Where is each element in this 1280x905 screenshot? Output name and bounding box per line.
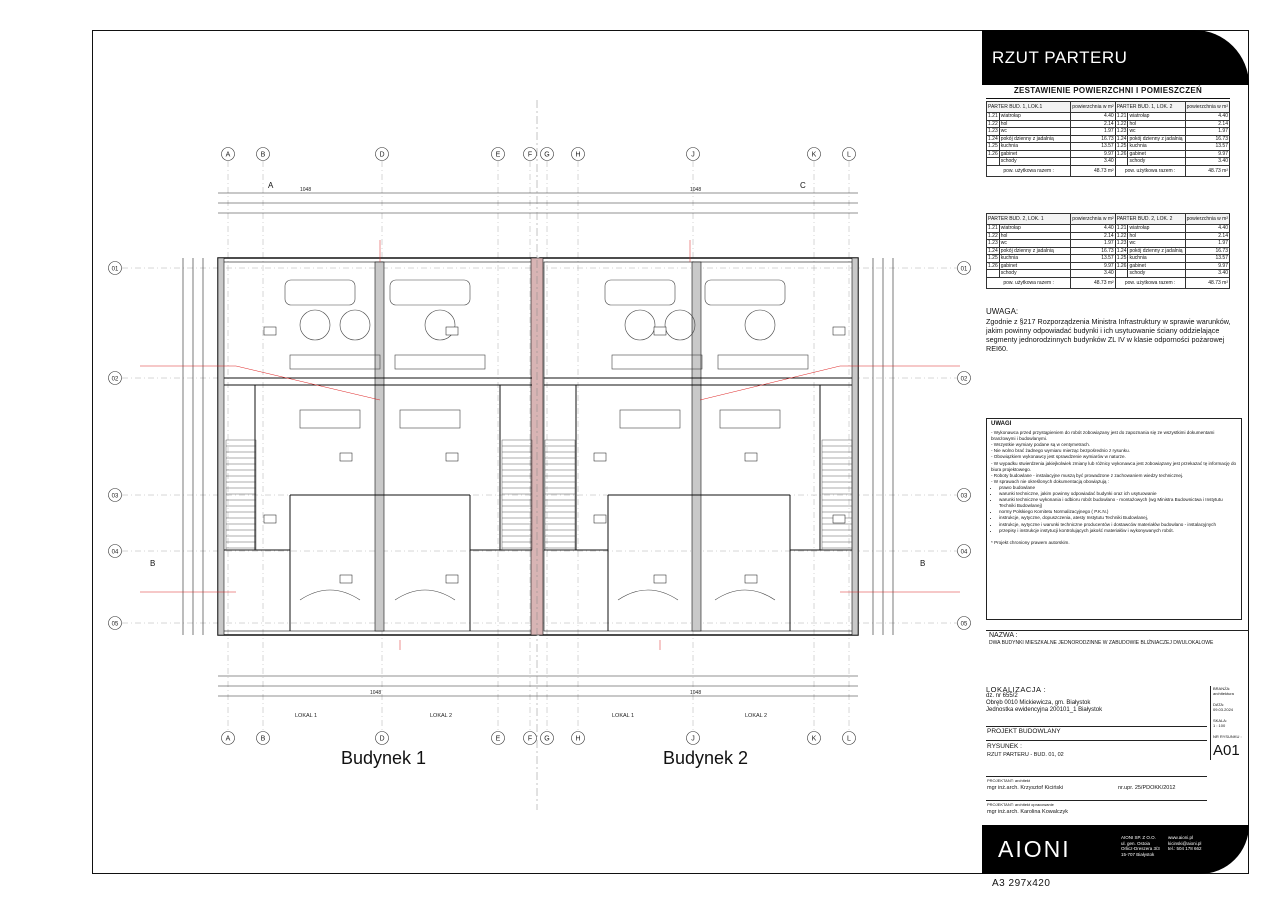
axis-label-e: E bbox=[495, 735, 501, 743]
table-left-title: PARTER BUD. 2, LOK. 1 bbox=[987, 214, 1071, 225]
table-cell: 9.97 bbox=[1185, 150, 1229, 158]
section-mark-b-left: B bbox=[150, 559, 156, 568]
table-cell: 13.57 bbox=[1071, 255, 1115, 263]
table-cell: kuchnia bbox=[999, 255, 1071, 263]
sum-value: 48.73 m² bbox=[1071, 277, 1115, 288]
table-cell: schody bbox=[999, 158, 1071, 166]
table-row bbox=[987, 128, 1230, 136]
axis-label-l: L bbox=[847, 735, 851, 743]
sum-label: pow. użytkowa razem : bbox=[1115, 165, 1185, 176]
room-tag bbox=[833, 515, 845, 523]
axis-label-j: J bbox=[691, 151, 695, 159]
opracowal-name: mgr inż.arch. Karolina Kowalczyk bbox=[987, 809, 1069, 815]
table-cell: 1.23 bbox=[1116, 128, 1127, 135]
table-cell: 1.23 bbox=[988, 240, 998, 247]
room-tag bbox=[745, 575, 757, 583]
table-row bbox=[987, 255, 1230, 263]
table-cell: pokój dzienny z jadalnią bbox=[1128, 247, 1185, 255]
table-cell: kuchnia bbox=[999, 143, 1071, 151]
uwagi-line: - Nie wolno brać żadnego wymiaru mierząc bezpośrednio z rysunku. bbox=[991, 448, 1130, 454]
table-cell: 1.26 bbox=[988, 262, 998, 269]
lokal-label-2: LOKAL 2 bbox=[430, 713, 453, 719]
table-cell: schody bbox=[1128, 270, 1185, 278]
uwagi-bullet: • warunki techniczne wykonania i odbioru robót budowlano - montażowych (wg Ministra Budownictwa i Instytutu Techniki Budowlanej) bbox=[999, 497, 1237, 509]
projektant-label: PROJEKTANT: architekt bbox=[987, 778, 1031, 783]
uwagi-line: - Obowiązkiem wykonawcy jest sprawdzenie wymiarów w naturze. bbox=[991, 454, 1126, 460]
location-block bbox=[986, 686, 1207, 726]
section-mark-c-top: C bbox=[800, 181, 806, 190]
dim-total-bottom-2: 1048 bbox=[690, 690, 702, 696]
table-cell: 2.14 bbox=[1185, 232, 1229, 240]
table-cell: wiatrołap bbox=[999, 225, 1071, 233]
section-mark-a-top: A bbox=[268, 181, 274, 190]
table-row bbox=[987, 120, 1230, 128]
table-cell: 16.73 bbox=[1071, 135, 1115, 143]
axis-label-05: 05 bbox=[960, 621, 968, 628]
axis-label-h: H bbox=[575, 151, 581, 159]
table-cell: 1.97 bbox=[1071, 240, 1115, 248]
sum-value: 48.73 m² bbox=[1185, 277, 1229, 288]
uwagi-line: - Wykonawca przed przystąpieniem do robót zobowiązany jest do zapoznania się ze wszystkimi dokumentami branżowymi i budowlanymi. bbox=[991, 430, 1215, 442]
room-tag bbox=[446, 327, 458, 335]
table-right-title: PARTER BUD. 1, LOK. 2 bbox=[1115, 102, 1185, 113]
title-rows bbox=[986, 726, 1249, 824]
uwaga-note bbox=[986, 307, 1241, 407]
table-cell: 1.97 bbox=[1185, 240, 1229, 248]
uwagi-bullet: • instrukcje, wytyczne i warunki techniczne producentów i dostawców materiałów budowlano - instalacyjnych bbox=[999, 522, 1237, 528]
table-cell: wiatrołap bbox=[1128, 113, 1185, 121]
room-tag bbox=[446, 575, 458, 583]
skala-label: SKALA: bbox=[1213, 718, 1228, 723]
sheet-title-block bbox=[982, 30, 1249, 85]
table-cell: 2.14 bbox=[1185, 120, 1229, 128]
building-2-label: Budynek 2 bbox=[663, 748, 749, 768]
branza-value: architektura bbox=[1213, 691, 1234, 696]
room-tag bbox=[340, 575, 352, 583]
table-row bbox=[987, 225, 1230, 233]
contact-email[interactable]: kicinski@aioni.pl bbox=[1168, 840, 1202, 846]
axis-label-05: 05 bbox=[111, 621, 119, 628]
table-cell: 1.22 bbox=[1116, 120, 1127, 127]
nr-rysunku-label: NR RYSUNKU : bbox=[1213, 734, 1242, 739]
table-cell: 2.14 bbox=[1071, 232, 1115, 240]
table-cell: 3.40 bbox=[1185, 270, 1229, 278]
room-table-building-2 bbox=[986, 213, 1230, 289]
uwagi-bullet: • instrukcje, wytyczne, dopuszczenia, atesty Instytutu Techniki Budowlanej, bbox=[999, 515, 1237, 521]
axis-label-04: 04 bbox=[960, 549, 968, 556]
room-tag bbox=[594, 515, 606, 523]
floor-plan-drawing bbox=[95, 33, 977, 871]
uwagi-line: - W sprawach nie określonych dokumentacją obowiązują : bbox=[991, 478, 1109, 484]
table-row bbox=[987, 158, 1230, 166]
table-cell: 1.24 bbox=[988, 135, 998, 142]
uwagi-line: - Wszystkie wymiary podane są w centymetrach. bbox=[991, 442, 1091, 448]
uwagi-bullet: • przepisy i instrukcje instytucji kontrolujących jakość materiałów i wykonywanych robót. bbox=[999, 528, 1237, 534]
lokal-label-1: LOKAL 1 bbox=[295, 713, 318, 719]
nr-rysunku-value: A01 bbox=[1213, 742, 1240, 759]
lokal-label-3: LOKAL 1 bbox=[612, 713, 635, 719]
table-cell: hol bbox=[1128, 120, 1185, 128]
nazwa-title: NAZWA : bbox=[989, 632, 1018, 639]
axis-label-g: G bbox=[544, 151, 550, 159]
dim-total-top-2: 1048 bbox=[690, 187, 702, 193]
table-cell bbox=[987, 158, 1000, 166]
table-row bbox=[987, 270, 1230, 278]
sum-label: pow. użytkowa razem : bbox=[987, 165, 1071, 176]
table-left-title: PARTER BUD. 1, LOK.1 bbox=[987, 102, 1071, 113]
table-cell bbox=[1115, 158, 1128, 166]
projektant-name: mgr inż.arch. Krzysztof Kiciński bbox=[987, 785, 1064, 791]
table-cell: 1.23 bbox=[988, 128, 998, 135]
axis-label-h: H bbox=[575, 735, 581, 743]
room-tag bbox=[833, 327, 845, 335]
contact-web[interactable]: www.aioni.pl bbox=[1168, 835, 1194, 840]
table-cell bbox=[987, 270, 1000, 278]
table-cell: 1.26 bbox=[1116, 262, 1127, 269]
projekt-type: PROJEKT BUDOWLANY bbox=[987, 728, 1061, 735]
uwaga-title: UWAGA: bbox=[986, 307, 1019, 316]
sum-label: pow. użytkowa razem : bbox=[1115, 277, 1185, 288]
address-line-1: AIONI SP. Z O.O. bbox=[1121, 835, 1156, 840]
table-cell: hol bbox=[1128, 232, 1185, 240]
table-row bbox=[987, 135, 1230, 143]
table-cell: 1.22 bbox=[1116, 232, 1127, 239]
axis-label-a: A bbox=[225, 735, 231, 743]
table-cell: gabinet bbox=[999, 150, 1071, 158]
table-cell: 4.40 bbox=[1071, 225, 1115, 233]
table-row bbox=[987, 143, 1230, 151]
table-cell: 16.73 bbox=[1071, 247, 1115, 255]
table-cell: 1.25 bbox=[1116, 143, 1127, 150]
nazwa-value: DWA BUDYNKI MIESZKALNE JEDNORODZINNE W ZABUDOWIE BLIŹNIACZEJ DWULOKALOWE bbox=[989, 640, 1214, 646]
table-cell bbox=[1115, 270, 1128, 278]
table-cell: 3.40 bbox=[1185, 158, 1229, 166]
table-unit-header: powierzchnia w m² bbox=[1185, 102, 1229, 113]
section-mark-b-right: B bbox=[920, 559, 926, 568]
table-cell: 1.26 bbox=[1116, 150, 1127, 157]
axis-label-01: 01 bbox=[111, 266, 119, 273]
table-cell: 13.57 bbox=[1071, 143, 1115, 151]
table-cell: 1.97 bbox=[1071, 128, 1115, 136]
company-logo: AIONI bbox=[998, 836, 1071, 862]
company-brand-block bbox=[982, 825, 1249, 874]
axis-label-03: 03 bbox=[960, 493, 968, 500]
table-cell: 4.40 bbox=[1185, 225, 1229, 233]
axis-label-k: K bbox=[811, 735, 817, 743]
lokalizacja-line-1: dz. nr 655/2 bbox=[986, 693, 1018, 699]
table-cell: schody bbox=[1128, 158, 1185, 166]
table-cell: 3.40 bbox=[1071, 158, 1115, 166]
table-cell: wiatrołap bbox=[1128, 225, 1185, 233]
table-cell: 1.21 bbox=[1116, 113, 1127, 120]
uwagi-title: UWAGI bbox=[991, 421, 1012, 427]
table-cell: 2.14 bbox=[1071, 120, 1115, 128]
axis-label-g: G bbox=[544, 735, 550, 743]
axis-label-k: K bbox=[811, 151, 817, 159]
room-tag bbox=[654, 327, 666, 335]
table-cell: 9.97 bbox=[1071, 150, 1115, 158]
axis-label-01: 01 bbox=[960, 266, 968, 273]
axis-label-l: L bbox=[847, 151, 851, 159]
room-tag bbox=[594, 453, 606, 461]
room-tag bbox=[446, 453, 458, 461]
rysunek-title: RYSUNEK : bbox=[987, 743, 1022, 750]
company-address bbox=[1121, 835, 1160, 857]
table-cell: 9.97 bbox=[1071, 262, 1115, 270]
contact-phone: tel.: 504 178 662 bbox=[1168, 846, 1202, 852]
uwagi-bullet: • normy Polskiego Komitetu Normalizacyjnego ( P.K.N.) bbox=[999, 509, 1237, 515]
table-cell: wiatrołap bbox=[999, 113, 1071, 121]
table-cell: 1.26 bbox=[988, 150, 998, 157]
rysunek-value: RZUT PARTERU - BUD. 01, 02 bbox=[987, 752, 1064, 758]
table-cell: 1.25 bbox=[988, 143, 998, 150]
room-tag bbox=[264, 515, 276, 523]
table-cell: pokój dzienny z jadalnią bbox=[999, 247, 1071, 255]
table-cell: 1.23 bbox=[1116, 240, 1127, 247]
uwagi-bullet: • prawo budowlane bbox=[999, 485, 1237, 491]
table-cell: 1.25 bbox=[1116, 255, 1127, 262]
skala-value: 1 : 100 bbox=[1213, 723, 1226, 728]
dim-total-bottom: 1048 bbox=[370, 690, 382, 696]
table-cell: pokój dzienny z jadalnią bbox=[999, 135, 1071, 143]
table-cell: hol bbox=[999, 232, 1071, 240]
table-cell: 1.21 bbox=[1116, 225, 1127, 232]
table-cell: 1.22 bbox=[988, 232, 998, 239]
uwagi-footer: * Projekt chroniony prawem autorskim. bbox=[991, 539, 1070, 545]
address-line-2: ul. gen. Ostoia bbox=[1121, 840, 1151, 846]
lokalizacja-title: LOKALIZACJA : bbox=[986, 685, 1047, 694]
address-line-4: 15-707 Białystok bbox=[1121, 851, 1155, 857]
axis-label-a: A bbox=[225, 151, 231, 159]
axis-label-02: 02 bbox=[111, 376, 119, 383]
table-cell: 3.40 bbox=[1071, 270, 1115, 278]
table-cell: gabinet bbox=[1128, 150, 1185, 158]
table-cell: gabinet bbox=[1128, 262, 1185, 270]
dim-total-top: 1048 bbox=[300, 187, 312, 193]
table-row bbox=[987, 232, 1230, 240]
table-cell: 1.22 bbox=[988, 120, 998, 127]
table-cell: 1.21 bbox=[988, 225, 998, 232]
room-tag bbox=[264, 327, 276, 335]
table-cell: 1.25 bbox=[988, 255, 998, 262]
table-row bbox=[987, 113, 1230, 121]
axis-label-03: 03 bbox=[111, 493, 119, 500]
table-cell: kuchnia bbox=[1128, 255, 1185, 263]
company-contact bbox=[1168, 835, 1202, 852]
uwagi-line: - W wypadku stwierdzenia jakiejkolwiek zmiany lub różnicy wykonawca jest zobowiązany jest przekazać tę informację do biura projektowego. bbox=[991, 460, 1237, 472]
projektant-uprawnienia: nr.upr. 25/PDOKK/2012 bbox=[1118, 785, 1176, 791]
table-unit-header: powierzchnia w m² bbox=[1071, 102, 1115, 113]
table-cell: 1.97 bbox=[1185, 128, 1229, 136]
lokalizacja-line-2: Obręb 0010 Mickiewicza, gm. Białystok bbox=[986, 700, 1091, 706]
table-cell: 16.73 bbox=[1185, 135, 1229, 143]
axis-label-b: B bbox=[260, 151, 266, 159]
table-unit-header: powierzchnia w m² bbox=[1185, 214, 1229, 225]
table-cell: 9.97 bbox=[1185, 262, 1229, 270]
address-line-3: Orlicz-Dreszera 3/3 bbox=[1121, 846, 1160, 852]
sum-label: pow. użytkowa razem : bbox=[987, 277, 1071, 288]
branza-label: BRANŻA: bbox=[1213, 686, 1231, 691]
axis-label-f: F bbox=[527, 151, 533, 159]
table-cell: 4.40 bbox=[1071, 113, 1115, 121]
uwaga-text: Zgodnie z §217 Rozporządzenia Ministra Infrastruktury w sprawie warunków, jakim powinny odpowiadać budynki i ich usytuowanie ściany oddzielające segmenty jednorodzinnych budynków ZL IV w klasie odporności pożarowej REI60. bbox=[986, 317, 1231, 353]
axis-label-e: E bbox=[495, 151, 501, 159]
table-cell: 1.24 bbox=[1116, 247, 1127, 254]
building-1-label: Budynek 1 bbox=[341, 748, 427, 768]
table-row bbox=[987, 150, 1230, 158]
table-cell: 1.21 bbox=[988, 113, 998, 120]
table-cell: kuchnia bbox=[1128, 143, 1185, 151]
uwagi-notes bbox=[986, 418, 1242, 620]
table-cell: hol bbox=[999, 120, 1071, 128]
axis-label-d: D bbox=[379, 151, 385, 159]
table-right-title: PARTER BUD. 2, LOK. 2 bbox=[1115, 214, 1185, 225]
room-tag bbox=[745, 453, 757, 461]
table-row bbox=[987, 247, 1230, 255]
table-cell: wc bbox=[1128, 240, 1185, 248]
data-value: 09.03.2024 bbox=[1213, 707, 1234, 712]
paper-format: A3 297x420 bbox=[992, 878, 1051, 889]
project-name-block bbox=[986, 630, 1249, 681]
table-row bbox=[987, 240, 1230, 248]
lokalizacja-line-3: Jednostka ewidencyjna 200101_1 Białystok bbox=[986, 707, 1103, 713]
sum-value: 48.73 m² bbox=[1071, 165, 1115, 176]
summary-heading: ZESTAWIENIE POWIERZCHNI I POMIESZCZEŃ bbox=[986, 86, 1230, 99]
table-cell: wc bbox=[999, 128, 1071, 136]
room-tag bbox=[340, 453, 352, 461]
table-cell: schody bbox=[999, 270, 1071, 278]
axis-label-d: D bbox=[379, 735, 385, 743]
table-cell: 4.40 bbox=[1185, 113, 1229, 121]
uwagi-line: - Roboty budowlane - instalacyjne muszą być prowadzone z zachowaniem wiedzy technicznej. bbox=[991, 472, 1184, 478]
table-row bbox=[987, 262, 1230, 270]
table-cell: 1.24 bbox=[1116, 135, 1127, 142]
axis-label-b: B bbox=[260, 735, 266, 743]
table-cell: wc bbox=[1128, 128, 1185, 136]
lokal-label-4: LOKAL 2 bbox=[745, 713, 768, 719]
table-cell: 1.24 bbox=[988, 247, 998, 254]
table-cell: pokój dzienny z jadalnią bbox=[1128, 135, 1185, 143]
axis-label-04: 04 bbox=[111, 549, 119, 556]
table-cell: 13.57 bbox=[1185, 255, 1229, 263]
table-cell: gabinet bbox=[999, 262, 1071, 270]
opracowal-label: PROJEKTANT: architekt opracowanie bbox=[987, 802, 1054, 807]
axis-label-j: J bbox=[691, 735, 695, 743]
sheet-title: RZUT PARTERU bbox=[992, 48, 1128, 67]
table-unit-header: powierzchnia w m² bbox=[1071, 214, 1115, 225]
table-cell: 16.73 bbox=[1185, 247, 1229, 255]
axis-label-02: 02 bbox=[960, 376, 968, 383]
axis-label-f: F bbox=[527, 735, 533, 743]
data-label: DATA: bbox=[1213, 702, 1225, 707]
sum-value: 48.73 m² bbox=[1185, 165, 1229, 176]
room-table-building-1 bbox=[986, 101, 1230, 177]
room-tag bbox=[654, 575, 666, 583]
table-cell: 13.57 bbox=[1185, 143, 1229, 151]
uwagi-bullet: • warunki techniczne, jakim powinny odpowiadać budynki oraz ich usytuowanie bbox=[999, 491, 1237, 497]
table-cell: wc bbox=[999, 240, 1071, 248]
